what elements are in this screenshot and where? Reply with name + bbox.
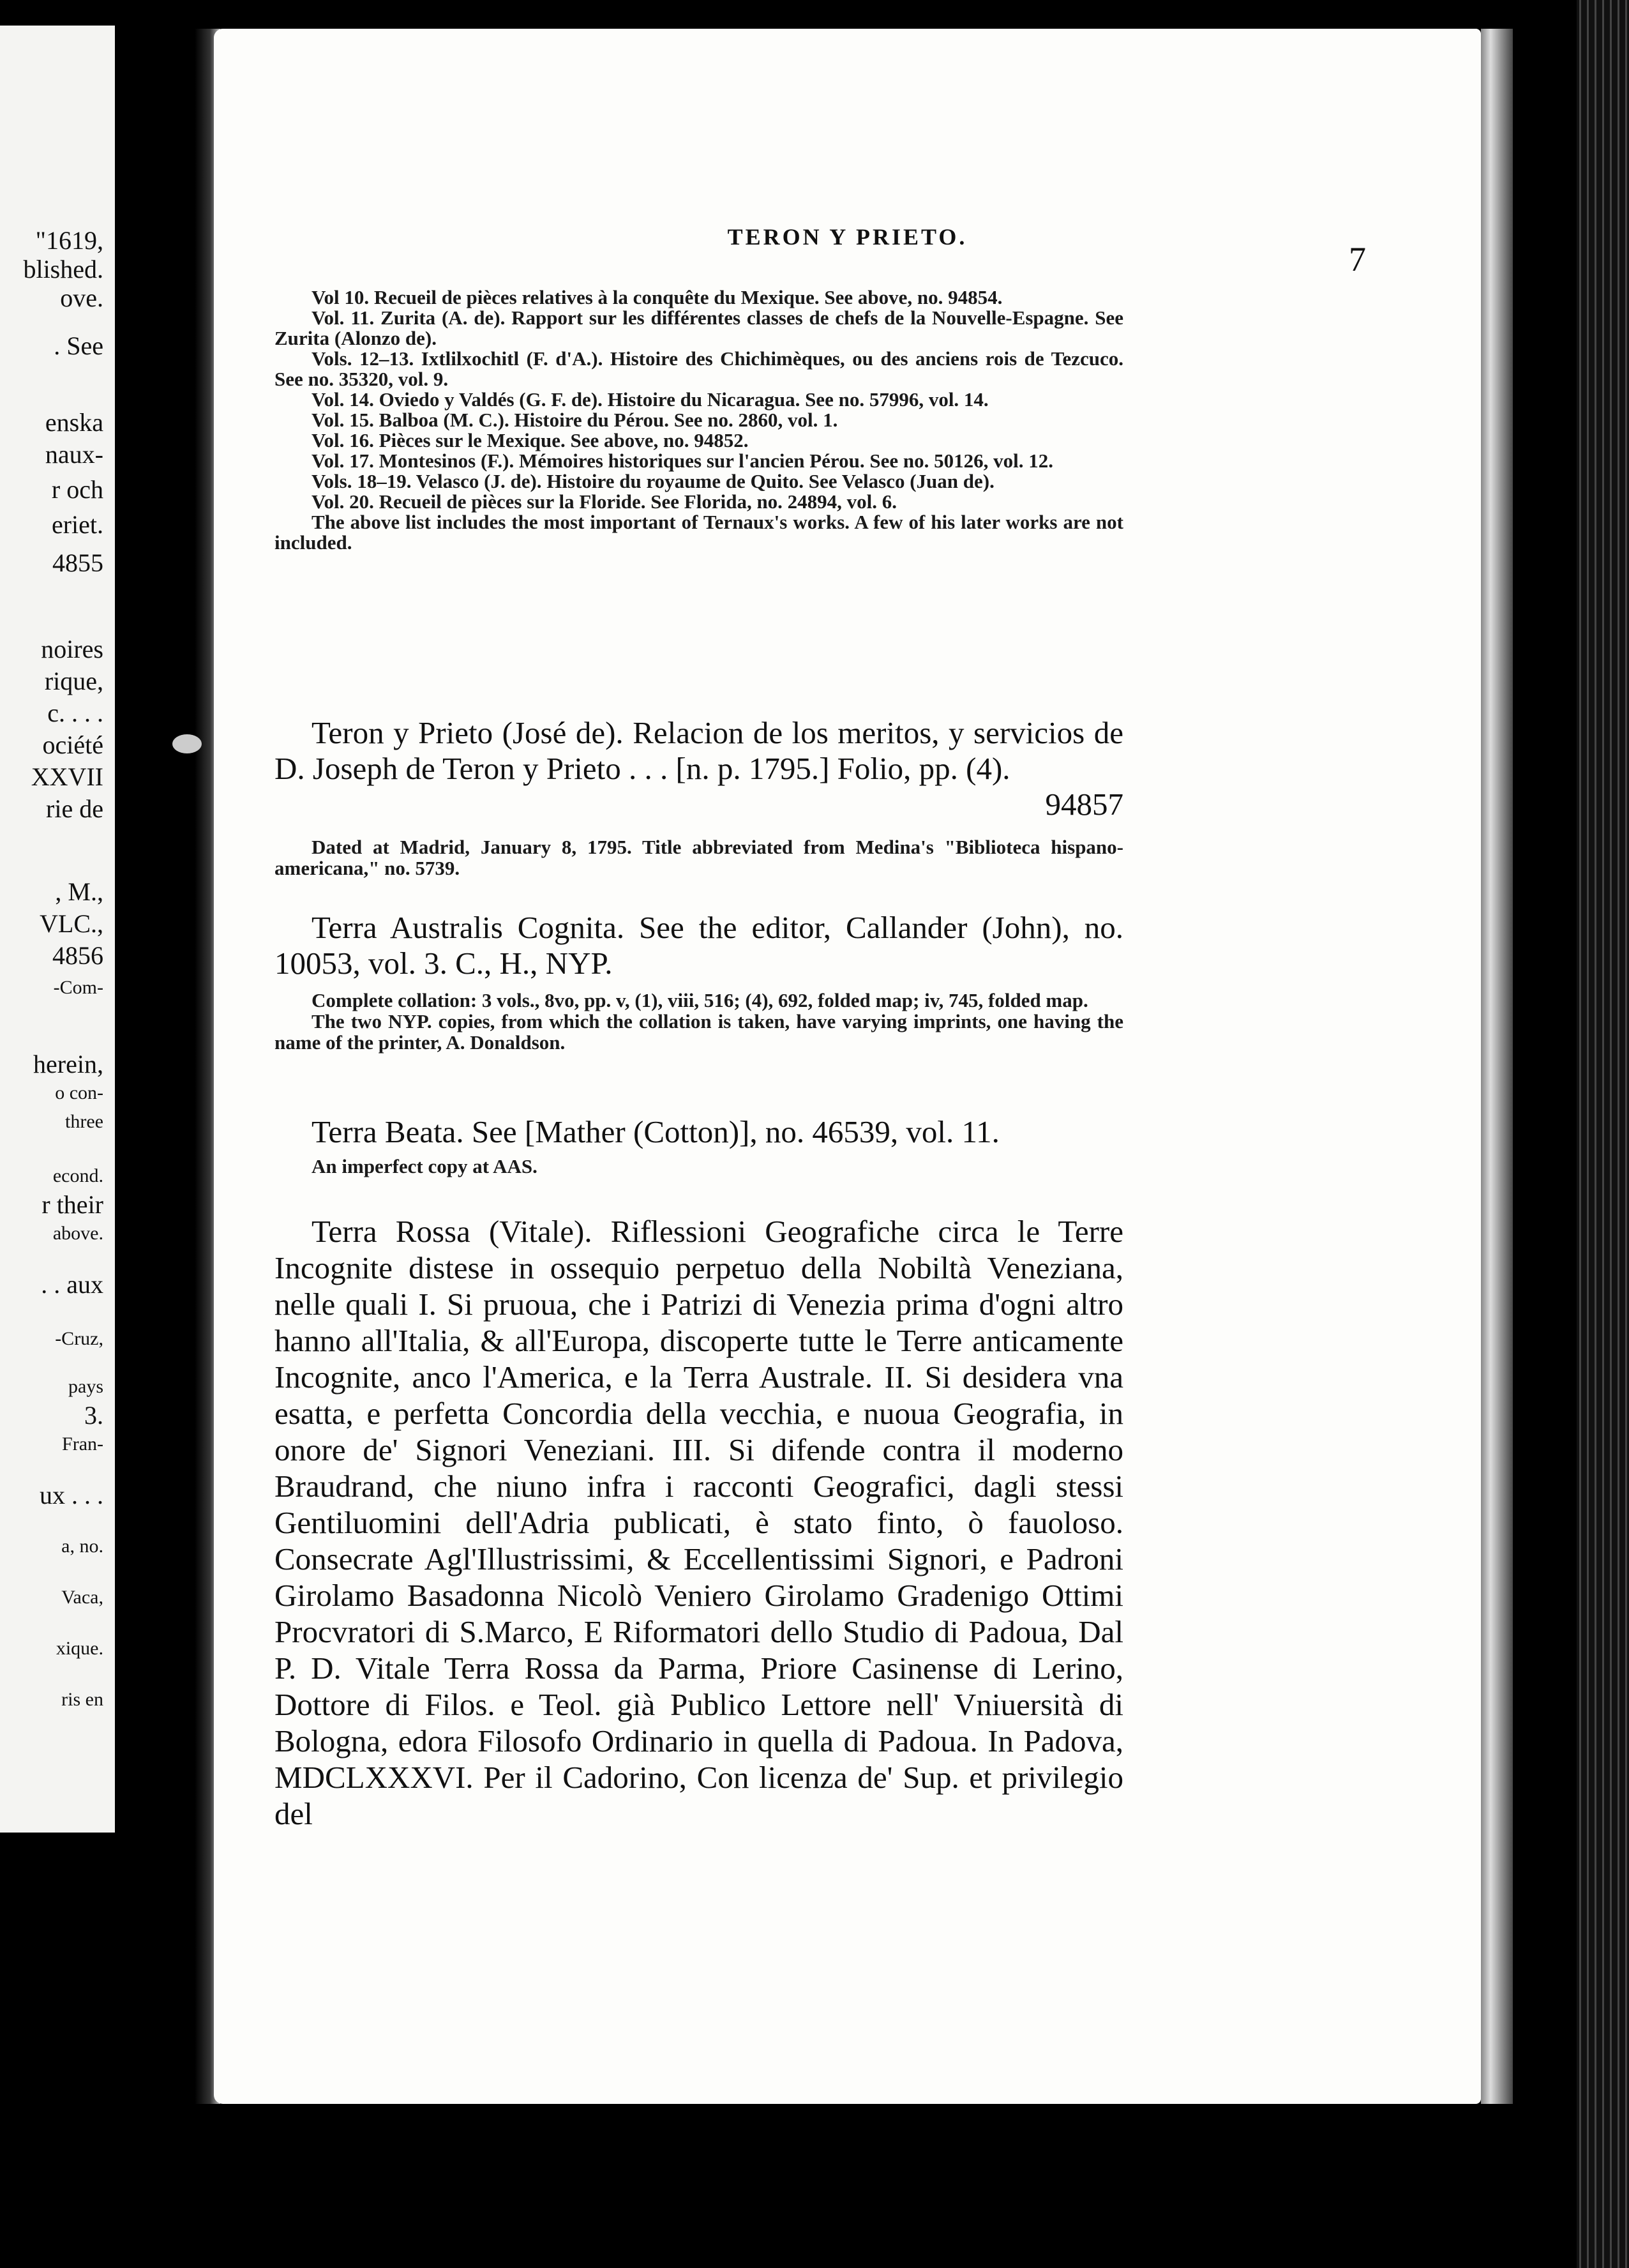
left-page-fragment-text: noires	[41, 635, 103, 663]
left-page-fragment-text: above.	[52, 1223, 103, 1244]
volume-item: Vols. 18–19. Velasco (J. de). Histoire du royaume de Quito. See Velasco (Juan de).	[312, 470, 995, 492]
left-page-fragment-text: 4856	[52, 941, 103, 970]
left-page-fragment-text: VLC.,	[40, 909, 103, 938]
left-page-fragment-text: a, no.	[61, 1536, 103, 1557]
running-head: TERON Y PRIETO.	[727, 224, 968, 250]
volume-item: Vols. 12–13. Ixtlilxochitl (F. d'A.). Histoire des Chichimèques, ou des anciens rois de Tezcuco. See no. 35320, vol. 9.	[274, 347, 1123, 390]
volume-item: Vol. 17. Montesinos (F.). Mémoires historiques sur l'ancien Pérou. See no. 50126, vol. 12.	[312, 450, 1053, 472]
left-page-fragment-text: blished.	[23, 255, 103, 284]
left-page-fragment-text: naux-	[45, 440, 103, 469]
volume-item: Vol. 14. Oviedo y Valdés (G. F. de). Histoire du Nicaragua. See no. 57996, vol. 14.	[312, 388, 989, 411]
left-page-fragment-text: rique,	[44, 667, 103, 695]
volume-item: Vol. 15. Balboa (M. C.). Histoire du Pérou. See no. 2860, vol. 1.	[312, 409, 838, 431]
entry-note: Dated at Madrid, January 8, 1795. Title abbreviated from Medina's "Biblioteca hispano-americana," no. 5739.	[274, 836, 1123, 879]
entry-text: Terra Rossa (Vitale). Riflessioni Geografiche circa le Terre Incognite distese in ossequio perpetuo della Nobiltà Veneziana, nelle quali I. Si pruoua, che i Patrizi di Venezia prima d'ogni altro hanno all'Italia, & all'Europa, discoperte tutte le Terre anticamente Incognite, anco l'America, e la Terra Australe. II. Si desidera vna esatta, e perfetta Concordia della vecchia, e nuoua Geografia, in onore de' Signori Veneziani. III. Si difende contra il moderno Braudrand, che niuno infra i racconti Geografici, dagli stessi Gentiluomini dell'Adria publicati, è stato finto, ò fauoloso. Consecrate Agl'Illustrissimi, & Eccellentissimi Signori, e Padroni Girolamo Basadonna Nicolò Veniero Girolamo Gradenigo Ottimi Procvratori di S.Marco, E Riformatori dello Studio di Padoua, Dal P. D. Vitale Terra Rossa da Parma, Priore Casinense di Lerino, Dottore di Filos. e Teol. già Publico Lettore nell' Vniuersità di Bologna, edora Filosofo Ordinario in quella di Padoua. In Padova, MDCLXXXVI. Per il Cadorino, Con licenza de' Sup. et privilegio del	[274, 1214, 1123, 1831]
book-edge	[1577, 0, 1629, 2268]
entry-text: Terra Australis Cognita. See the editor, Callander (John), no. 10053, vol. 3. C., H., NYP.	[274, 910, 1123, 981]
entry-note: An imperfect copy at AAS.	[312, 1155, 537, 1177]
entry-note: Complete collation: 3 vols., 8vo, pp. v, (1), viii, 516; (4), 692, folded map; iv, 745, folded map.	[312, 989, 1088, 1011]
entry-terra-australis	[274, 910, 1123, 981]
left-page-fragment-text: ove.	[60, 284, 103, 312]
volume-item: Vol. 20. Recueil de pièces sur la Floride. See Florida, no. 24894, vol. 6.	[312, 490, 897, 513]
entry-text: Terra Beata. See [Mather (Cotton)], no. 46539, vol. 11.	[312, 1114, 1000, 1149]
binding-hole	[172, 734, 202, 753]
left-page-fragment-text: xique.	[56, 1638, 103, 1659]
left-page-fragment-text: pays	[68, 1376, 103, 1397]
left-page-fragment-text: , M.,	[55, 877, 103, 906]
volume-item: Vol. 16. Pièces sur le Mexique. See above, no. 94852.	[312, 429, 749, 451]
volume-list	[274, 287, 1123, 553]
left-page-fragment	[0, 26, 115, 1833]
left-page-fragment-text: o con-	[55, 1082, 103, 1103]
left-page-fragment-text: rie de	[46, 794, 103, 823]
left-page-fragment-text: Vaca,	[61, 1587, 103, 1608]
left-page-fragment-text: "1619,	[35, 226, 103, 255]
left-page-fragment-text: enska	[45, 408, 103, 437]
volume-note: The above list includes the most important of Ternaux's works. A few of his later works are not included.	[274, 511, 1123, 554]
left-page-fragment-text: XXVII	[31, 762, 103, 791]
catalog-number: 94857	[1045, 787, 1123, 822]
left-page-fragment-text: 3.	[84, 1401, 103, 1430]
left-page-fragment-text: herein,	[33, 1050, 103, 1078]
volume-item: Vol. 11. Zurita (A. de). Rapport sur les différentes classes de chefs de la Nouvelle-Espagne. See Zurita (Alonzo de).	[274, 306, 1123, 349]
left-page-fragment-text: ociété	[42, 730, 103, 759]
entry-terra-beata	[274, 1114, 1123, 1150]
right-page	[214, 29, 1481, 2104]
entry-terra-rossa	[274, 1213, 1123, 1832]
entry-note: The two NYP. copies, from which the collation is taken, have varying imprints, one having the name of the printer, A. Donaldson.	[274, 1010, 1123, 1054]
page-number: 7	[1349, 240, 1366, 278]
left-page-fragment-text: ux . . .	[40, 1481, 103, 1509]
left-page-fragment-text: r their	[41, 1190, 103, 1219]
left-page-fragment-text: 4855	[52, 548, 103, 577]
left-page-fragment-text: -Cruz,	[55, 1328, 103, 1349]
entry-text: Teron y Prieto (José de). Relacion de los meritos, y servicios de D. Joseph de Teron y Prieto . . . [n. p. 1795.] Folio, pp. (4).	[274, 715, 1123, 786]
entry-terra-beata-note	[274, 1156, 1123, 1177]
left-page-fragment-text: r och	[51, 475, 103, 504]
entry-teron-note	[274, 836, 1123, 879]
left-page-fragment-text: . . aux	[41, 1270, 103, 1299]
entry-teron-y-prieto	[274, 715, 1123, 822]
left-page-fragment-text: . See	[54, 331, 103, 360]
left-page-fragment-text: Fran-	[62, 1433, 103, 1455]
left-page-fragment-text: -Com-	[53, 977, 103, 998]
left-page-fragment-text: eriet.	[51, 510, 103, 539]
left-page-fragment-text: econd.	[52, 1165, 103, 1186]
left-page-fragment-text: c. . . .	[47, 699, 103, 727]
left-page-fragment-text: ris en	[61, 1689, 103, 1710]
page-edge	[1481, 29, 1513, 2104]
volume-item: Vol 10. Recueil de pièces relatives à la conquête du Mexique. See above, no. 94854.	[312, 286, 1003, 308]
left-page-fragment-text: three	[65, 1111, 103, 1132]
entry-terra-australis-notes	[274, 990, 1123, 1053]
